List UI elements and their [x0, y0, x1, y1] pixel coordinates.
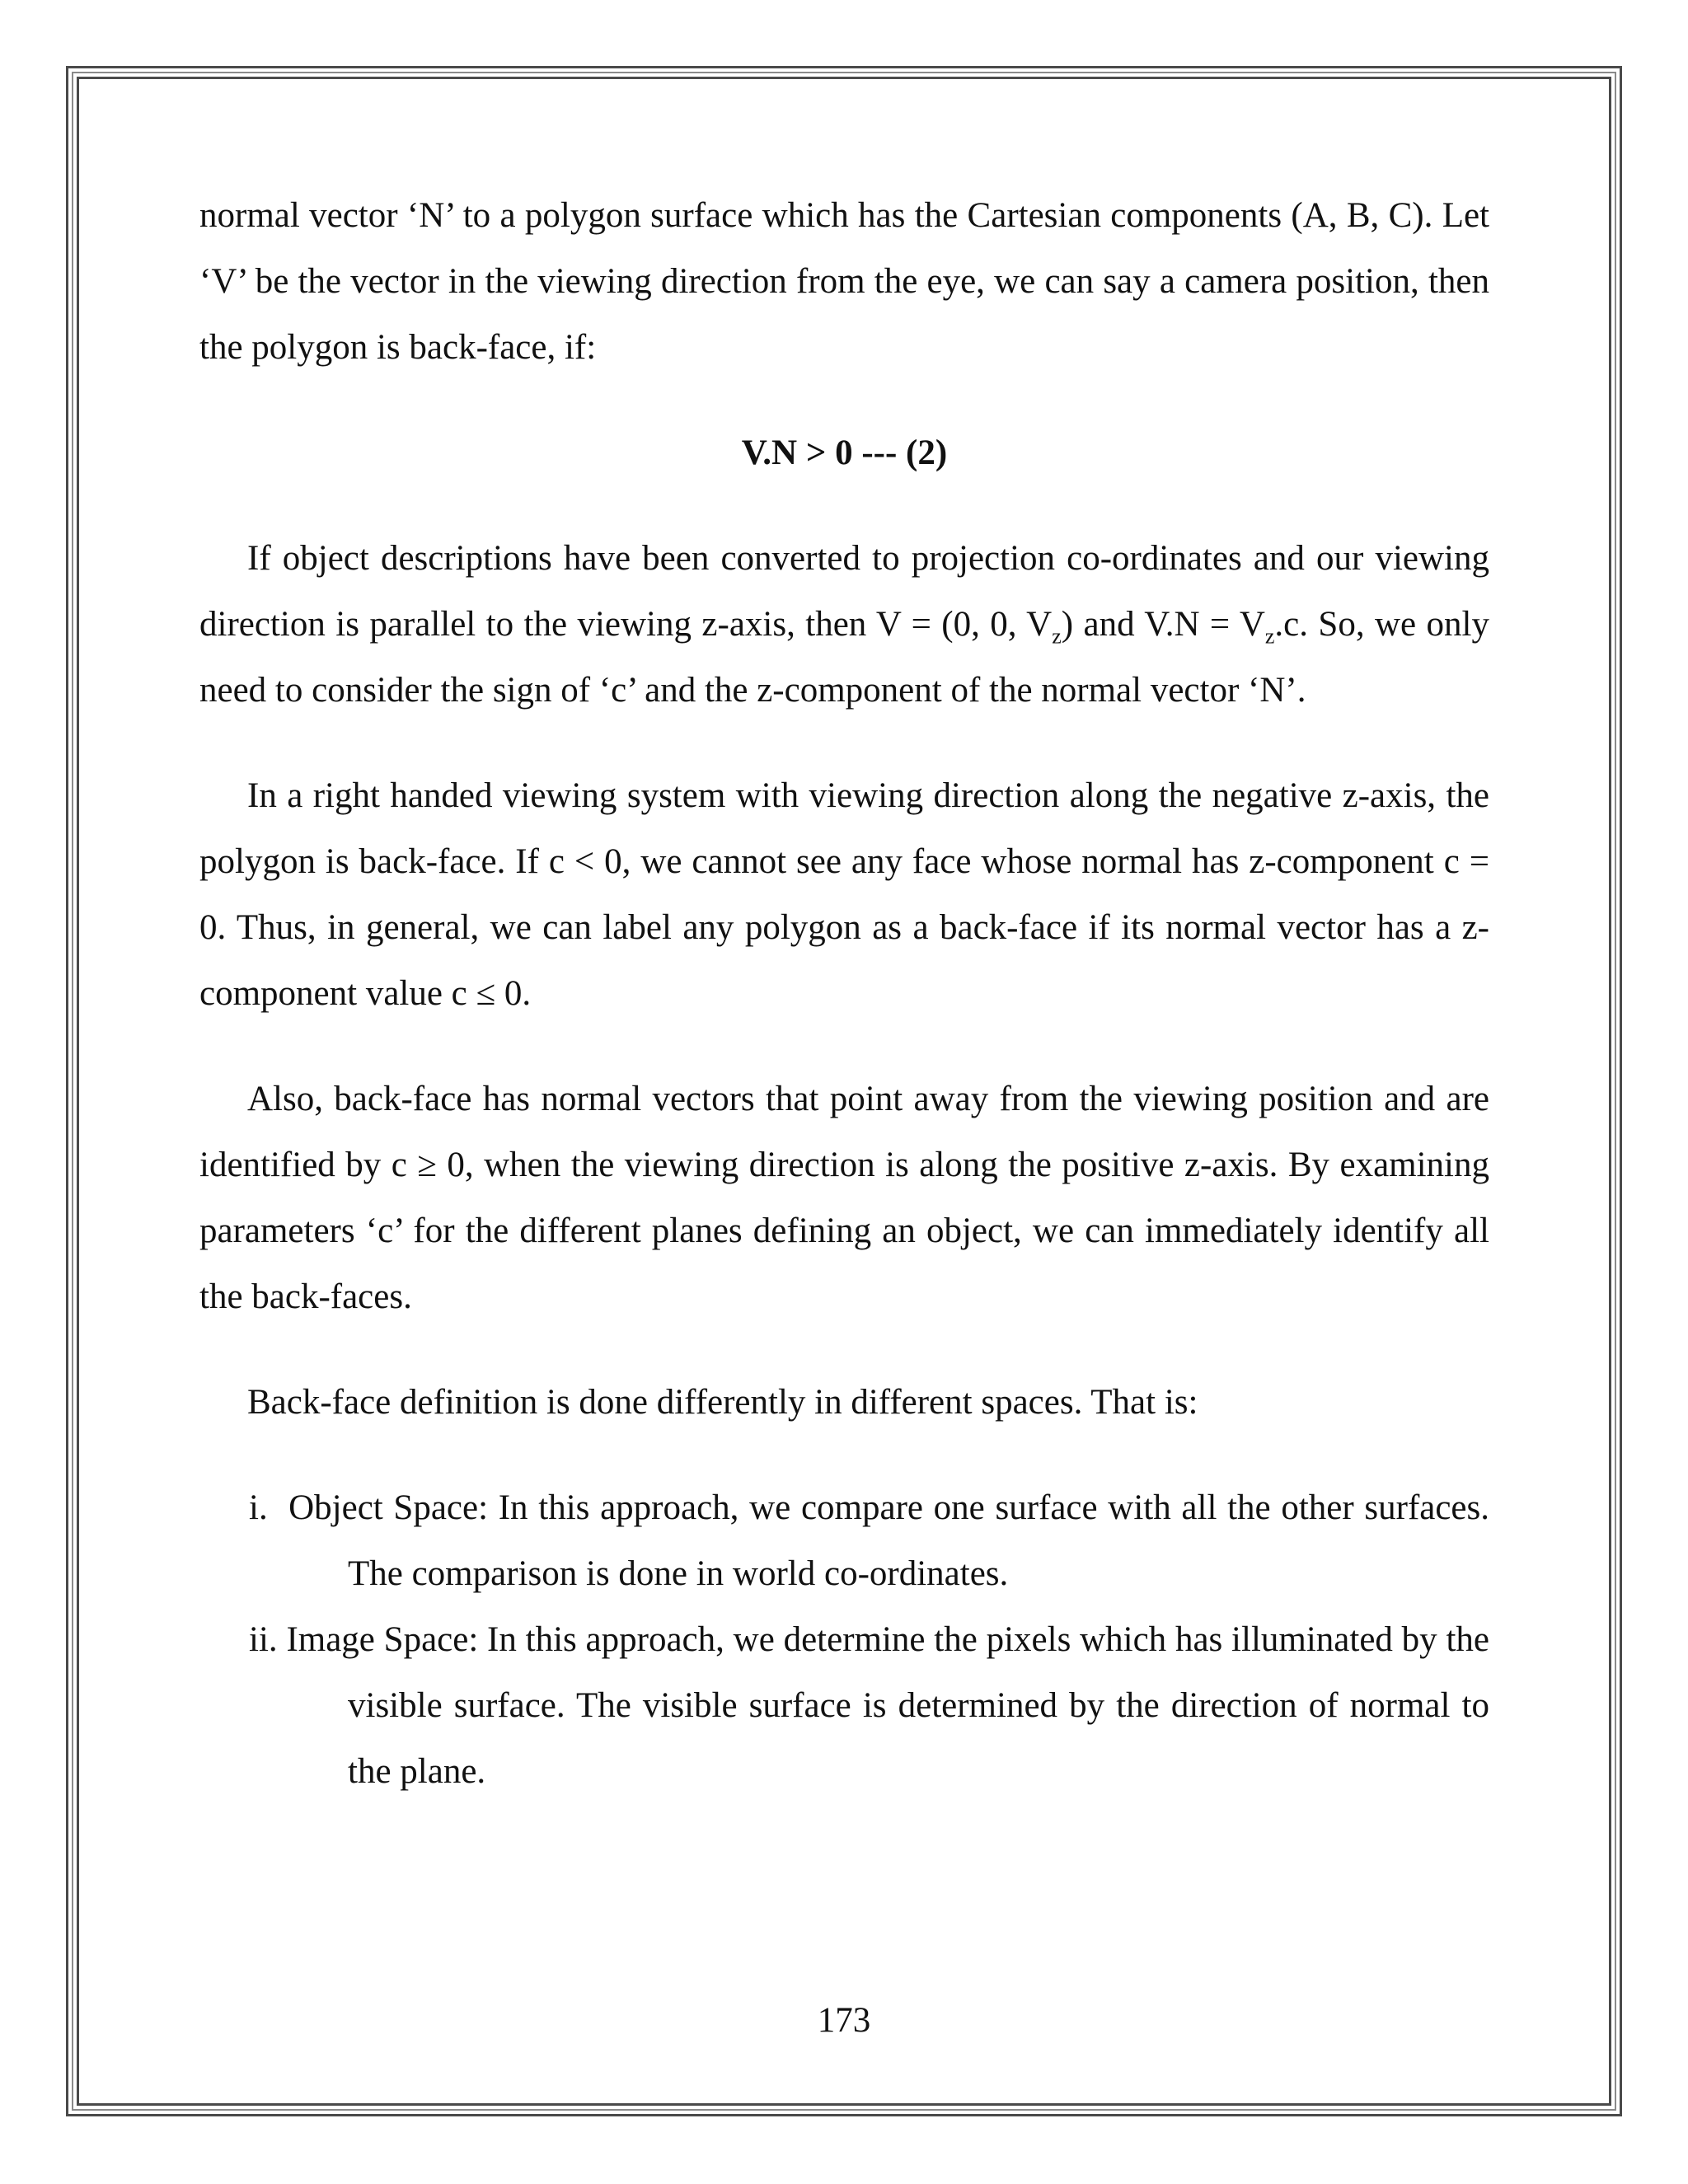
list-item-marker: i.: [249, 1488, 268, 1527]
paragraph-2-text-b: ) and V.N = V: [1061, 605, 1265, 644]
paragraph-4: Also, back-face has normal vectors that point away from the viewing position and are identified by c ≥ 0, when the viewing direction is along the positive z-axis. By examining parameters ‘c’ for the different planes defining an object, we can immediately identify all the back-faces.: [199, 1080, 1489, 1316]
spacer: [199, 381, 1489, 420]
paragraph-2-text-c: .c. So, we only need to consider the sign of ‘c’ and the z-component of the normal vector ‘N’.: [199, 605, 1489, 710]
list-item: [199, 1607, 1489, 1805]
subscript-z: z: [1052, 624, 1062, 649]
page-content: [199, 183, 1489, 1805]
subscript-z: z: [1264, 624, 1275, 649]
paragraph-2: [199, 526, 1489, 724]
spacer: [199, 1027, 1489, 1066]
page-number: 173: [817, 2001, 871, 2040]
spacer: [199, 724, 1489, 763]
paragraph-1: normal vector ‘N’ to a polygon surface which has the Cartesian components (A, B, C). Let ‘V’ be the vector in the viewing direction from the eye, we can say a camera position, then the polygon is back-face, if:: [199, 196, 1489, 367]
equation-2: V.N > 0 --- (2): [741, 434, 948, 472]
list-item: [199, 1475, 1489, 1607]
space-types-list: [199, 1475, 1489, 1805]
list-item-text: Object Space: In this approach, we compare one surface with all the other surfaces. The comparison is done in world co-ordinates.: [288, 1488, 1490, 1593]
paragraph-5: Back-face definition is done differently in different spaces. That is:: [247, 1383, 1198, 1422]
paragraph-3: In a right handed viewing system with viewing direction along the negative z-axis, the polygon is back-face. If c < 0, we cannot see any face whose normal has z-component c = 0. Thus, in general, we can label any polygon as a back-face if its normal vector has a z-component value c ≤ 0.: [199, 776, 1489, 1013]
spacer: [199, 1436, 1489, 1475]
spacer: [199, 486, 1489, 526]
list-item-marker: ii.: [249, 1620, 278, 1659]
paragraph-2-text-a: If object descriptions have been converted to projection co-ordinates and our viewing direction is parallel to the viewing z-axis, then V = (0, 0, V: [199, 539, 1489, 644]
spacer: [199, 1330, 1489, 1370]
list-item-text: Image Space: In this approach, we determine the pixels which has illuminated by the visible surface. The visible surface is determined by the direction of normal to the plane.: [286, 1620, 1489, 1791]
